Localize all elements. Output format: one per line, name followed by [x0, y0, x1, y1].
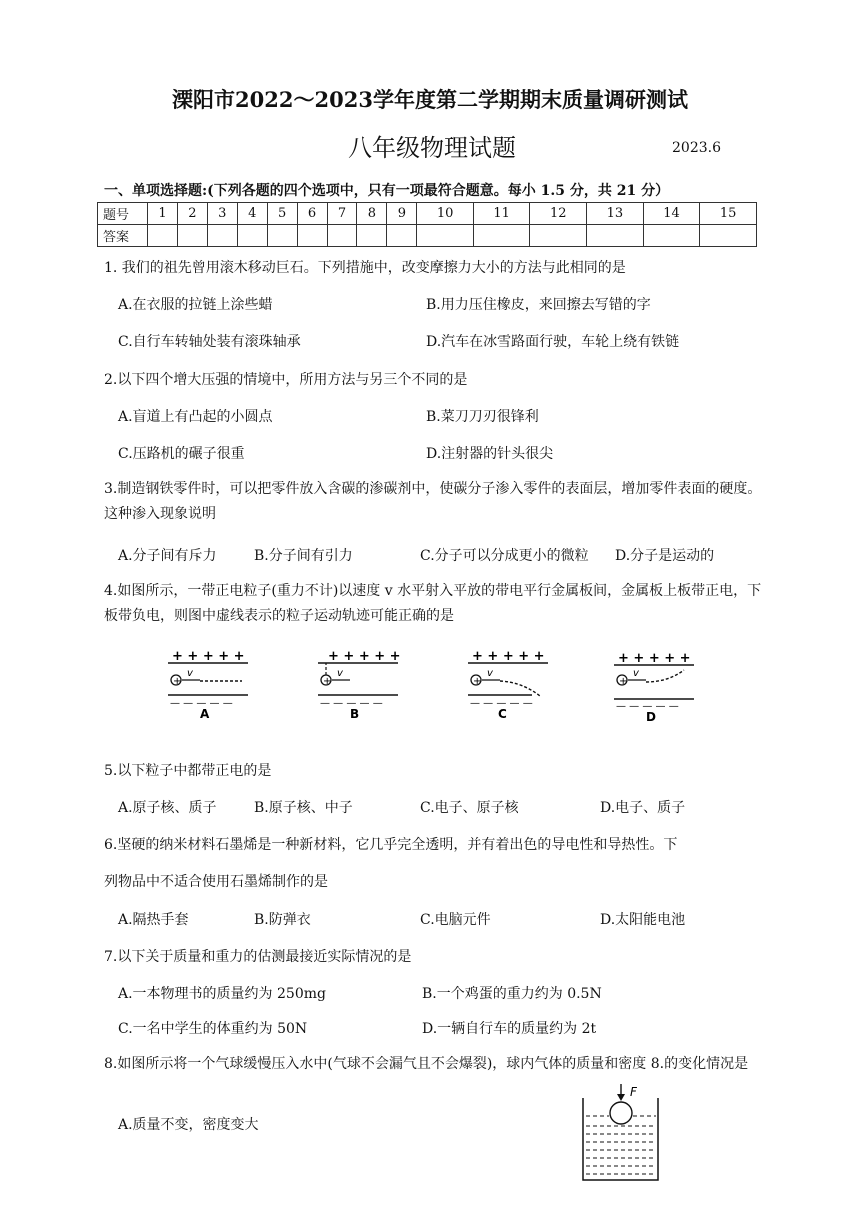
question-3-stem: 3.制造钢铁零件时，可以把零件放入含碳的渗碳剂中，使碳分子渗入零件的表面层，增加零件表面的硬度。这种渗入现象说明	[104, 481, 762, 522]
positive-plate-label: + + + + +	[172, 649, 245, 664]
question-number-cell: 2	[177, 203, 207, 225]
figure-label: B	[350, 707, 360, 721]
question-number-cell: 4	[237, 203, 267, 225]
negative-plate-label: — — — — —	[320, 698, 383, 709]
question-5-option-a[interactable]: A.原子核、质子	[118, 800, 217, 816]
figure-label: A	[200, 707, 210, 721]
question-4-stem: 4.如图所示，一带正电粒子(重力不计)以速度 v 水平射入平放的带电平行金属板间，金属板上板带正电，下板带负电，则图中虚线表示的粒子运动轨迹可能正确的是	[104, 583, 762, 624]
exam-title: 溧阳市2022～2023学年度第二学期期末质量调研测试	[172, 87, 688, 112]
question-3-option-b[interactable]: B.分子间有引力	[254, 548, 353, 564]
table-row	[98, 225, 757, 247]
question-1-option-c[interactable]: C.自行车转轴处装有滚珠轴承	[118, 334, 301, 350]
question-6-option-d[interactable]: D.太阳能电池	[600, 912, 686, 928]
negative-plate-label: — — — — —	[170, 698, 233, 709]
question-7-stem: 7.以下关于质量和重力的估测最接近实际情况的是	[104, 949, 412, 965]
force-arrowhead	[617, 1094, 625, 1101]
answer-cell[interactable]	[587, 225, 644, 247]
answer-cell[interactable]	[387, 225, 417, 247]
question-1-option-b[interactable]: B.用力压住橡皮，来回擦去写错的字	[426, 297, 651, 313]
trajectory	[500, 681, 540, 696]
answer-cell[interactable]	[700, 225, 757, 247]
question-8-stem: 8.如图所示将一个气球缓慢压入水中(气球不会漏气且不会爆裂)，球内气体的质量和密度 8.的变化情况是	[104, 1056, 749, 1072]
answer-cell[interactable]	[177, 225, 207, 247]
question-number-cell: 10	[417, 203, 474, 225]
answer-cell[interactable]	[530, 225, 587, 247]
answer-cell[interactable]	[237, 225, 267, 247]
question-8-option-a[interactable]: A.质量不变，密度变大	[118, 1117, 259, 1133]
question-6-option-c[interactable]: C.电脑元件	[420, 912, 491, 928]
question-1-option-a[interactable]: A.在衣服的拉链上涂些蜡	[118, 297, 273, 313]
question-number-cell: 9	[387, 203, 417, 225]
figure-label: C	[498, 707, 507, 721]
question-3-option-d[interactable]: D.分子是运动的	[615, 548, 715, 564]
question-number-cell: 1	[148, 203, 178, 225]
question-2-option-d[interactable]: D.注射器的针头很尖	[426, 446, 554, 462]
balloon	[610, 1102, 632, 1124]
answer-cell[interactable]	[473, 225, 530, 247]
exam-subtitle: 八年级物理试题	[348, 134, 516, 162]
force-label: F	[630, 1085, 637, 1099]
table-row	[98, 203, 757, 225]
figure-c[interactable]	[468, 649, 548, 721]
answer-cell[interactable]	[207, 225, 237, 247]
question-number-cell: 8	[357, 203, 387, 225]
positive-plate-label: + + + + +	[328, 649, 401, 664]
particle-charge: +	[323, 676, 332, 687]
question-number-cell: 6	[297, 203, 327, 225]
velocity-label: v	[337, 668, 343, 679]
question-1-option-d[interactable]: D.汽车在冰雪路面行驶，车轮上绕有铁链	[426, 334, 680, 350]
question-5-stem: 5.以下粒子中都带正电的是	[104, 763, 272, 779]
figure-a[interactable]	[168, 649, 248, 721]
answer-cell[interactable]	[267, 225, 297, 247]
question-3-option-a[interactable]: A.分子间有斥力	[118, 548, 217, 564]
question-1-stem: 1. 我们的祖先曾用滚木移动巨石。下列措施中，改变摩擦力大小的方法与此相同的是	[104, 260, 626, 276]
question-7-option-c[interactable]: C.一名中学生的体重约为 50N	[118, 1021, 308, 1037]
question-6-stem-line1: 6.坚硬的纳米材料石墨烯是一种新材料，它几乎完全透明，并有着出色的导电性和导热性。下	[104, 837, 678, 853]
question-7-option-b[interactable]: B.一个鸡蛋的重力约为 0.5N	[422, 986, 602, 1002]
question-6-stem-line2: 列物品中不适合使用石墨烯制作的是	[104, 874, 328, 890]
question-number-cell: 7	[327, 203, 357, 225]
answer-table	[97, 202, 757, 247]
negative-plate-label: — — — — —	[616, 701, 679, 712]
negative-plate-label: — — — — —	[470, 698, 533, 709]
table-row-label: 答案	[98, 225, 148, 247]
question-2-option-c[interactable]: C.压路机的碾子很重	[118, 446, 245, 462]
velocity-label: v	[487, 668, 493, 679]
answer-cell[interactable]	[643, 225, 700, 247]
question-number-cell: 12	[530, 203, 587, 225]
question-8-figure	[578, 1084, 668, 1184]
velocity-label: v	[187, 668, 193, 679]
question-5-option-b[interactable]: B.原子核、中子	[254, 800, 353, 816]
question-number-cell: 13	[587, 203, 644, 225]
positive-plate-label: + + + + +	[618, 651, 691, 666]
question-3-option-c[interactable]: C.分子可以分成更小的微粒	[420, 548, 589, 564]
velocity-label: v	[633, 668, 639, 679]
particle-charge: +	[473, 676, 482, 687]
question-number-cell: 5	[267, 203, 297, 225]
question-7-option-a[interactable]: A.一本物理书的质量约为 250mg	[118, 986, 326, 1002]
question-2-stem: 2.以下四个增大压强的情境中，所用方法与另三个不同的是	[104, 372, 468, 388]
question-number-cell: 3	[207, 203, 237, 225]
answer-cell[interactable]	[148, 225, 178, 247]
question-number-cell: 15	[700, 203, 757, 225]
question-6-option-a[interactable]: A.隔热手套	[118, 912, 189, 928]
question-7-option-d[interactable]: D.一辆自行车的质量约为 2t	[422, 1021, 597, 1037]
section-heading: 一、单项选择题:(下列各题的四个选项中，只有一项最符合题意。每小 1.5 分，共 21 分）	[104, 183, 670, 199]
question-4-figures	[160, 646, 700, 726]
question-6-option-b[interactable]: B.防弹衣	[254, 912, 311, 928]
question-2-option-b[interactable]: B.菜刀刀刃很锋利	[426, 409, 539, 425]
question-5-option-d[interactable]: D.电子、质子	[600, 800, 686, 816]
exam-date: 2023.6	[672, 140, 721, 156]
positive-plate-label: + + + + +	[472, 649, 545, 664]
particle-charge: +	[173, 676, 182, 687]
question-5-option-c[interactable]: C.电子、原子核	[420, 800, 519, 816]
answer-cell[interactable]	[327, 225, 357, 247]
figure-d[interactable]	[614, 651, 694, 724]
answer-cell[interactable]	[297, 225, 327, 247]
question-number-cell: 14	[643, 203, 700, 225]
figure-label: D	[646, 710, 656, 724]
figure-b[interactable]	[318, 649, 401, 721]
table-row-label: 题号	[98, 203, 148, 225]
answer-cell[interactable]	[417, 225, 474, 247]
question-2-option-a[interactable]: A.盲道上有凸起的小圆点	[118, 409, 273, 425]
trajectory	[646, 670, 684, 682]
question-number-cell: 11	[473, 203, 530, 225]
particle-charge: +	[619, 676, 628, 687]
answer-cell[interactable]	[357, 225, 387, 247]
